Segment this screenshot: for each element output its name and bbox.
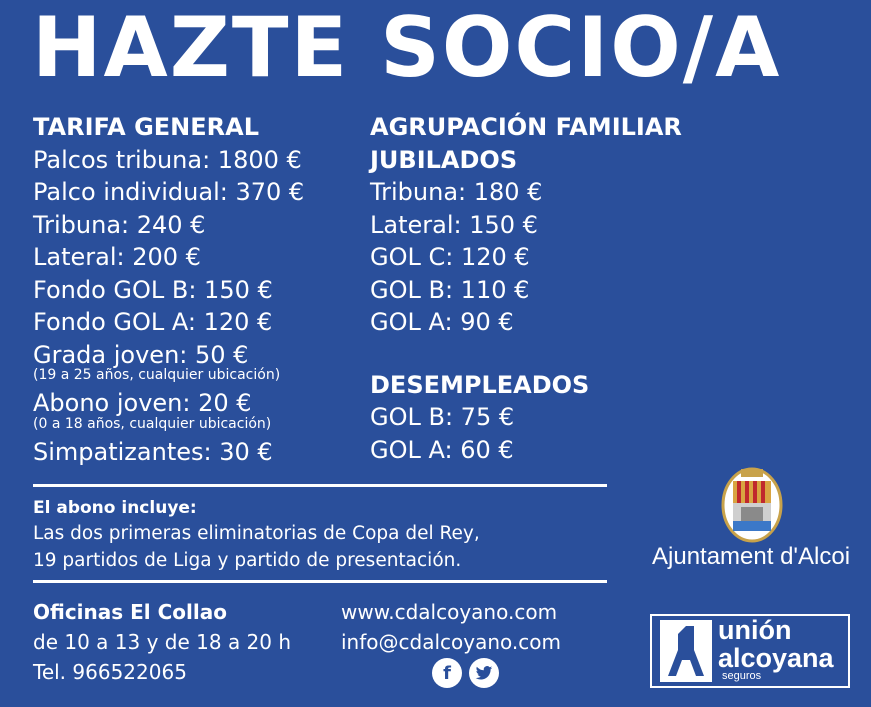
website-link[interactable]: www.cdalcoyano.com <box>341 600 558 624</box>
divider <box>33 484 607 487</box>
abono-heading: El abono incluye: <box>33 498 197 518</box>
oficinas-heading: Oficinas El Collao <box>33 600 227 624</box>
oficinas-phone: Tel. 966522065 <box>33 660 187 684</box>
price-item: GOL A: 60 € <box>370 435 514 464</box>
abono-line: 19 partidos de Liga y partido de presentación. <box>33 550 462 571</box>
price-item: Fondo GOL B: 150 € <box>33 275 273 304</box>
price-item: GOL B: 110 € <box>370 275 530 304</box>
twitter-icon[interactable] <box>469 658 499 688</box>
twitter-bird-icon <box>475 666 493 681</box>
price-item: Palcos tribuna: 1800 € <box>33 145 302 174</box>
union-alcoyana-line3: seguros <box>722 670 762 682</box>
tarifa-general-section <box>33 111 304 468</box>
oficinas-section <box>33 597 291 687</box>
price-item: Tribuna: 240 € <box>33 210 206 239</box>
union-alcoyana-line1: unión <box>718 615 792 645</box>
jubilados-heading: JUBILADOS <box>370 145 518 174</box>
price-item: GOL A: 90 € <box>370 308 514 336</box>
union-alcoyana-line2: alcoyana <box>718 643 834 673</box>
tarifa-general-heading: TARIFA GENERAL <box>33 113 259 141</box>
price-item: Simpatizantes: 30 € <box>33 437 273 466</box>
price-item: Fondo GOL A: 120 € <box>33 308 273 336</box>
abono-section <box>33 496 480 574</box>
ajuntament-crest-icon <box>719 463 785 543</box>
facebook-icon[interactable] <box>432 658 462 688</box>
abono-line: Las dos primeras eliminatorias de Copa del Rey, <box>33 523 480 544</box>
email-link[interactable]: info@cdalcoyano.com <box>341 630 561 654</box>
price-item: Lateral: 150 € <box>370 210 538 239</box>
price-item: GOL B: 75 € <box>370 403 515 431</box>
desempleados-heading: DESEMPLEADOS <box>370 370 590 399</box>
abono-joven-note: (0 a 18 años, cualquier ubicación) <box>33 415 272 432</box>
price-item: Grada joven: 50 € <box>33 340 249 369</box>
oficinas-hours: de 10 a 13 y de 18 a 20 h <box>33 630 292 654</box>
union-alcoyana-symbol-icon <box>660 620 712 682</box>
page-title: HAZTE SOCIO/A <box>32 0 782 96</box>
price-item: Abono joven: 20 € <box>33 389 252 417</box>
price-item: Lateral: 200 € <box>33 243 201 271</box>
facebook-glyph: f <box>443 662 451 684</box>
ajuntament-label: Ajuntament d'Alcoi <box>652 543 851 570</box>
agrupacion-heading: AGRUPACIÓN FAMILIAR <box>370 113 682 141</box>
price-item: Palco individual: 370 € <box>33 178 305 206</box>
agrupacion-section <box>370 111 682 466</box>
divider <box>33 580 607 583</box>
web-section <box>341 597 561 657</box>
price-item: Tribuna: 180 € <box>370 178 543 206</box>
grada-joven-note: (19 a 25 años, cualquier ubicación) <box>33 367 281 383</box>
price-item: GOL C: 120 € <box>370 243 530 271</box>
